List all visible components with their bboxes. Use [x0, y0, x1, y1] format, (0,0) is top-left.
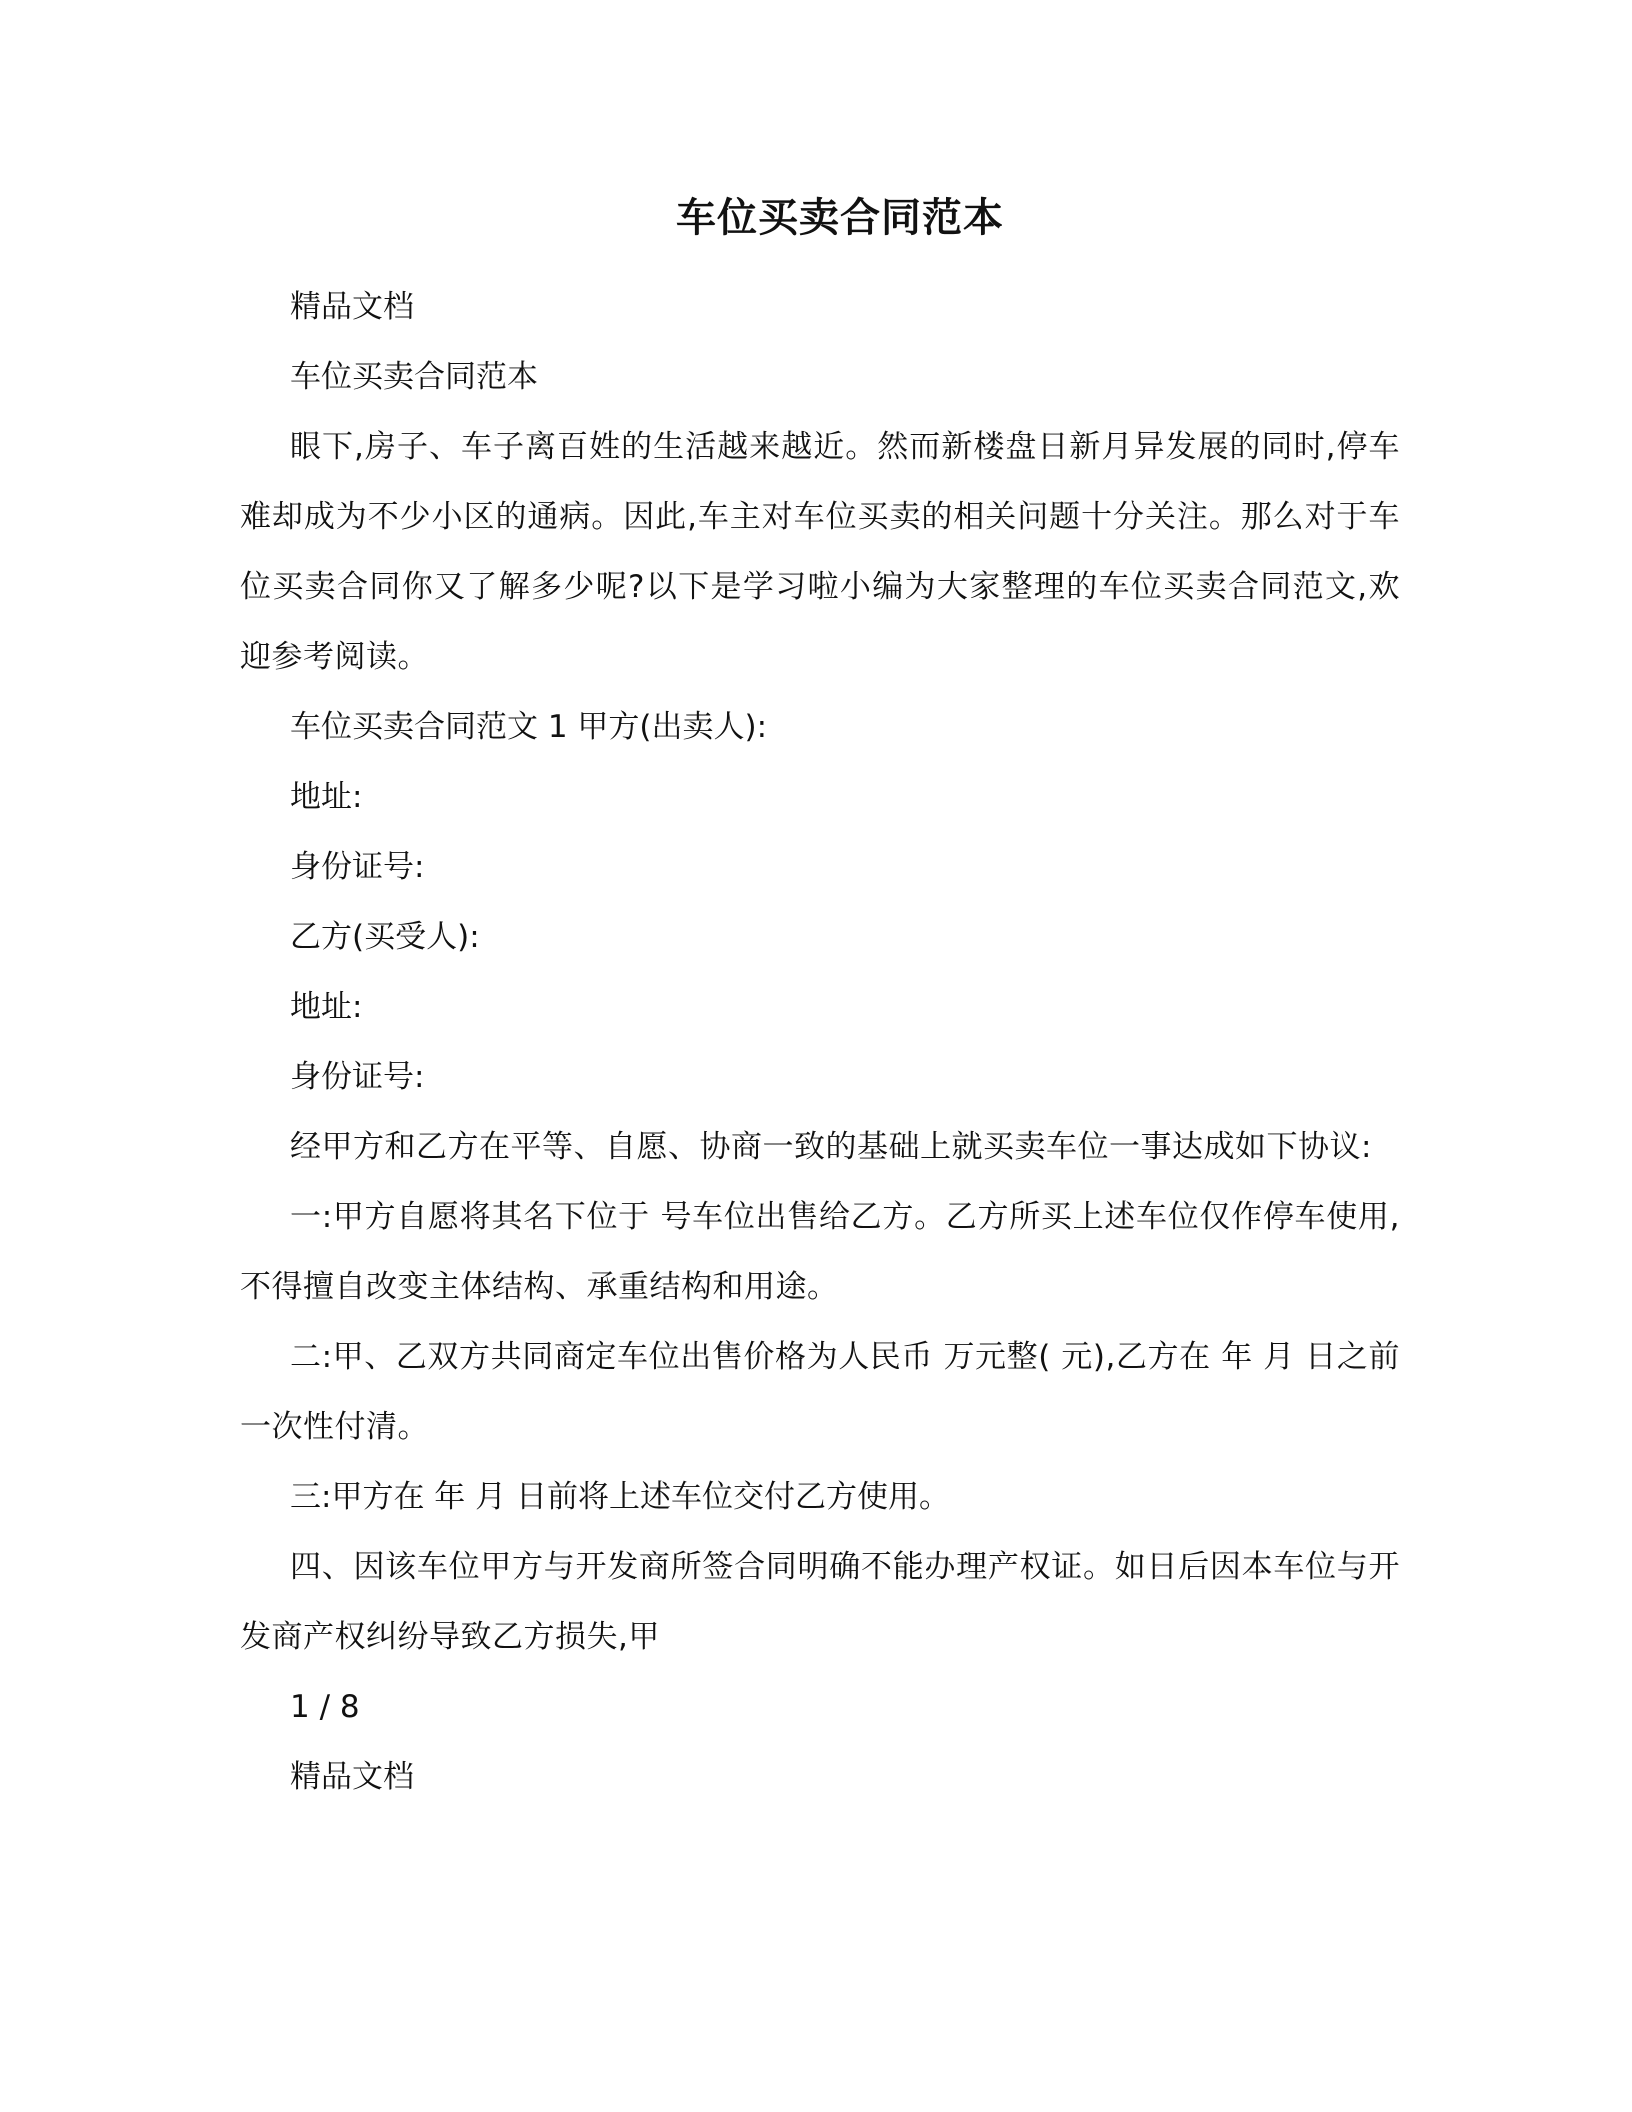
- party-a-id: 身份证号:: [290, 849, 425, 885]
- footer-label: 精品文档: [290, 1759, 414, 1795]
- document-title: 车位买卖合同范本: [676, 195, 1004, 241]
- document-body: [240, 272, 1400, 1812]
- party-a-address: 地址:: [290, 779, 363, 815]
- header-label: 精品文档: [290, 289, 414, 325]
- agreement-intro: 经甲方和乙方在平等、自愿、协商一致的基础上就买卖车位一事达成如下协议:: [290, 1129, 1372, 1165]
- party-b-label: 乙方(买受人):: [290, 919, 480, 955]
- intro-paragraph: 眼下,房子、车子离百姓的生活越来越近。然而新楼盘日新月异发展的同时,停车难却成为不少小区的通病。因此,车主对车位买卖的相关问题十分关注。那么对于车位买卖合同你又了解多少呢?以下是学习啦小编为大家整理的车位买卖合同范文,欢迎参考阅读。: [240, 429, 1400, 675]
- clause-4: 四、因该车位甲方与开发商所签合同明确不能办理产权证。如日后因本车位与开发商产权纠纷导致乙方损失,甲: [240, 1549, 1400, 1655]
- section-title: 车位买卖合同范本: [290, 359, 538, 395]
- page-number: 1 / 8: [290, 1689, 360, 1725]
- party-b-address: 地址:: [290, 989, 363, 1025]
- clause-2: 二:甲、乙双方共同商定车位出售价格为人民币 万元整( 元),乙方在 年 月 日之前一次性付清。: [240, 1339, 1400, 1445]
- clause-1: 一:甲方自愿将其名下位于 号车位出售给乙方。乙方所买上述车位仅作停车使用,不得擅自改变主体结构、承重结构和用途。: [240, 1199, 1400, 1305]
- clause-3: 三:甲方在 年 月 日前将上述车位交付乙方使用。: [290, 1479, 951, 1515]
- party-b-id: 身份证号:: [290, 1059, 425, 1095]
- contract-heading-party-a: 车位买卖合同范文 1 甲方(出卖人):: [290, 709, 768, 745]
